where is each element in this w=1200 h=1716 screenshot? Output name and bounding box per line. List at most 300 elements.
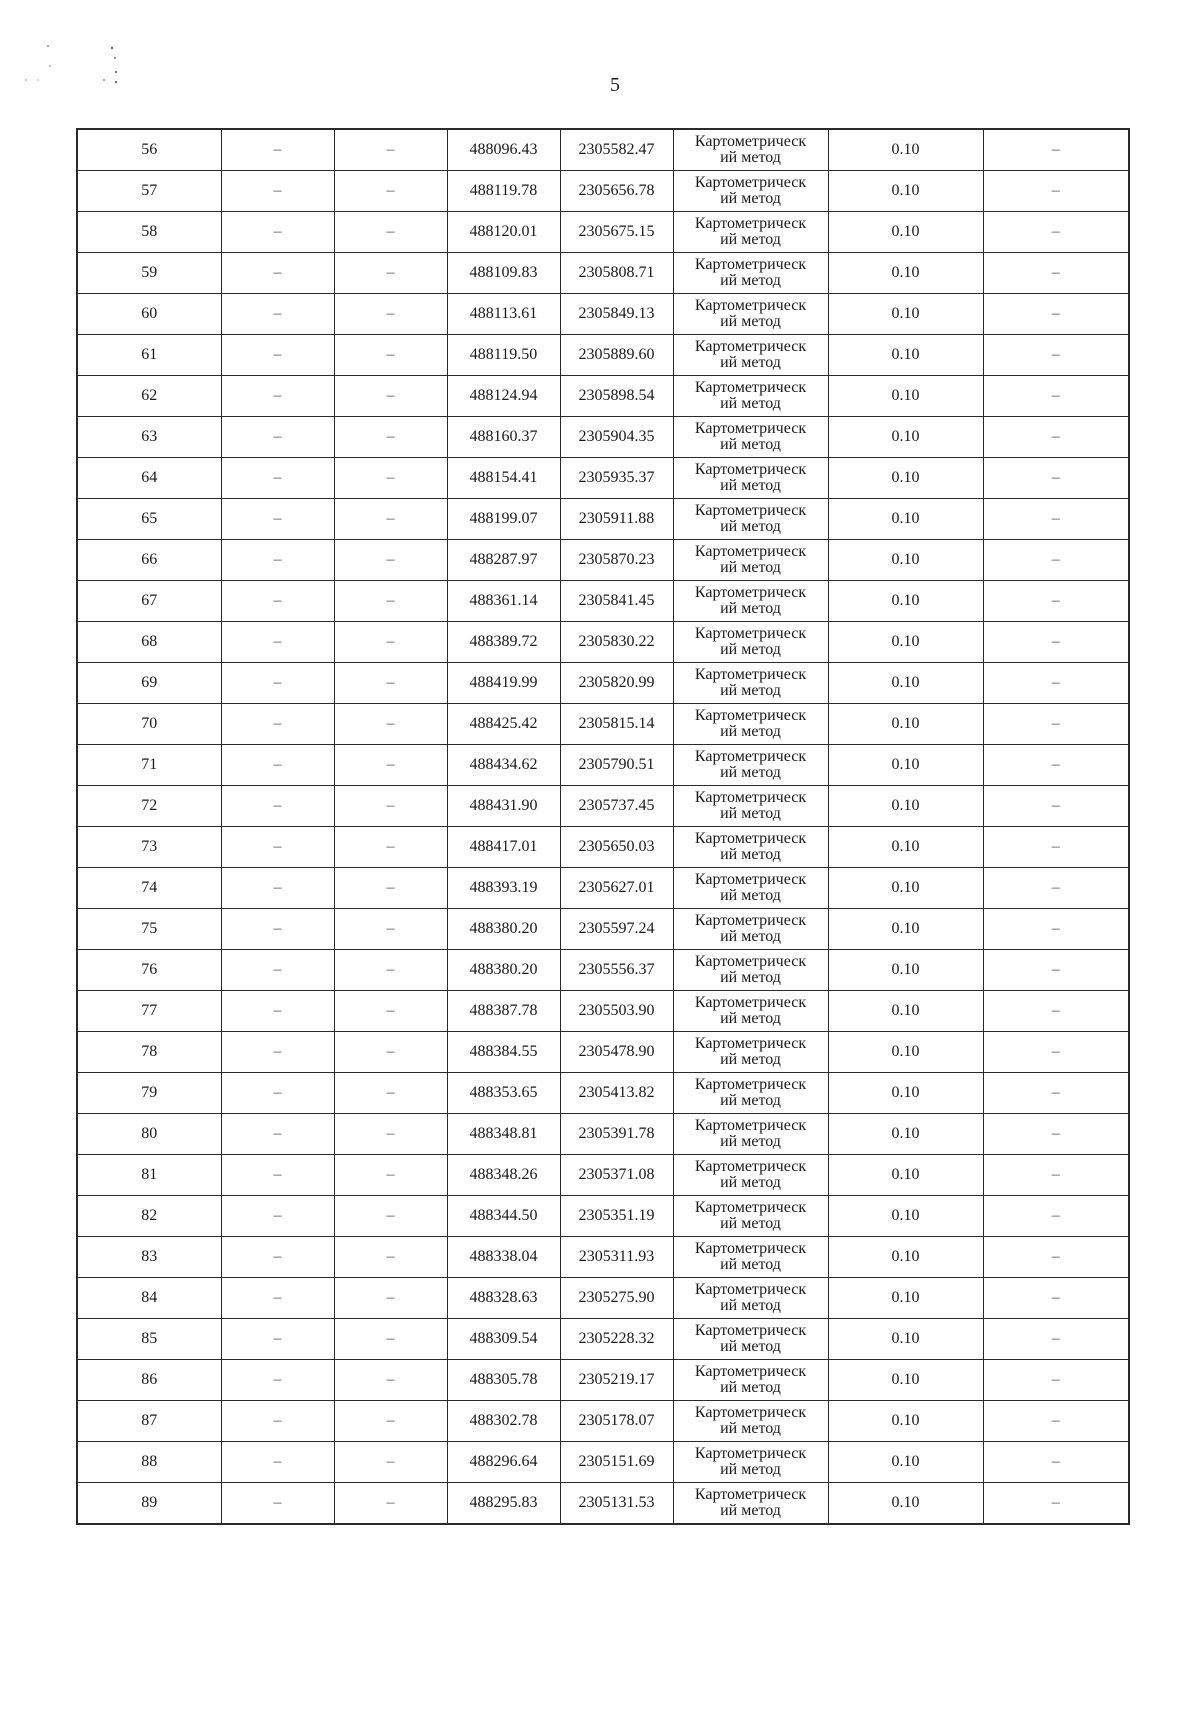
y-coordinate-cell: 2305151.69 bbox=[560, 1442, 673, 1483]
method-cell bbox=[673, 458, 828, 499]
y-coordinate-cell: 2305849.13 bbox=[560, 294, 673, 335]
column-3-cell: – bbox=[334, 827, 447, 868]
table-row bbox=[77, 540, 1129, 581]
x-coordinate-cell: 488338.04 bbox=[447, 1237, 560, 1278]
x-coordinate-cell: 488434.62 bbox=[447, 745, 560, 786]
x-coordinate-cell: 488124.94 bbox=[447, 376, 560, 417]
method-line: Картометрическ bbox=[694, 789, 807, 806]
column-3-cell: – bbox=[334, 1237, 447, 1278]
table-row bbox=[77, 1196, 1129, 1237]
precision-cell: 0.10 bbox=[828, 212, 983, 253]
y-coordinate-cell: 2305935.37 bbox=[560, 458, 673, 499]
y-coordinate-cell: 2305478.90 bbox=[560, 1032, 673, 1073]
point-number-cell: 88 bbox=[77, 1442, 221, 1483]
method-line: ий метод bbox=[720, 682, 781, 699]
method-line: Картометрическ bbox=[694, 379, 807, 396]
column-8-cell: – bbox=[983, 745, 1129, 786]
method-cell bbox=[673, 253, 828, 294]
column-8-cell: – bbox=[983, 622, 1129, 663]
method-cell bbox=[673, 745, 828, 786]
method-line: Картометрическ bbox=[694, 707, 807, 724]
method-cell bbox=[673, 1237, 828, 1278]
point-number-cell: 59 bbox=[77, 253, 221, 294]
method-line: Картометрическ bbox=[694, 1281, 807, 1298]
method-cell bbox=[673, 376, 828, 417]
column-3-cell: – bbox=[334, 1114, 447, 1155]
precision-cell: 0.10 bbox=[828, 1196, 983, 1237]
y-coordinate-cell: 2305228.32 bbox=[560, 1319, 673, 1360]
method-line: Картометрическ bbox=[694, 1486, 807, 1503]
column-3-cell: – bbox=[334, 581, 447, 622]
method-line: ий метод bbox=[720, 477, 781, 494]
y-coordinate-cell: 2305675.15 bbox=[560, 212, 673, 253]
x-coordinate-cell: 488328.63 bbox=[447, 1278, 560, 1319]
column-2-cell: – bbox=[221, 294, 334, 335]
y-coordinate-cell: 2305413.82 bbox=[560, 1073, 673, 1114]
method-line: Картометрическ bbox=[694, 1240, 807, 1257]
table-row bbox=[77, 1114, 1129, 1155]
table-row bbox=[77, 212, 1129, 253]
x-coordinate-cell: 488120.01 bbox=[447, 212, 560, 253]
point-number-cell: 79 bbox=[77, 1073, 221, 1114]
column-8-cell: – bbox=[983, 786, 1129, 827]
x-coordinate-cell: 488199.07 bbox=[447, 499, 560, 540]
column-8-cell: – bbox=[983, 1032, 1129, 1073]
method-line: Картометрическ bbox=[694, 133, 807, 150]
method-cell bbox=[673, 171, 828, 212]
column-2-cell: – bbox=[221, 663, 334, 704]
precision-cell: 0.10 bbox=[828, 581, 983, 622]
method-line: Картометрическ bbox=[694, 543, 807, 560]
y-coordinate-cell: 2305911.88 bbox=[560, 499, 673, 540]
table-row bbox=[77, 1442, 1129, 1483]
point-number-cell: 78 bbox=[77, 1032, 221, 1073]
point-number-cell: 68 bbox=[77, 622, 221, 663]
column-3-cell: – bbox=[334, 1155, 447, 1196]
method-cell bbox=[673, 786, 828, 827]
point-number-cell: 56 bbox=[77, 129, 221, 171]
table-row bbox=[77, 1319, 1129, 1360]
column-8-cell: – bbox=[983, 253, 1129, 294]
precision-cell: 0.10 bbox=[828, 294, 983, 335]
method-line: ий метод bbox=[720, 313, 781, 330]
method-line: ий метод bbox=[720, 518, 781, 535]
column-2-cell: – bbox=[221, 1401, 334, 1442]
x-coordinate-cell: 488113.61 bbox=[447, 294, 560, 335]
precision-cell: 0.10 bbox=[828, 991, 983, 1032]
precision-cell: 0.10 bbox=[828, 1032, 983, 1073]
table-row bbox=[77, 745, 1129, 786]
y-coordinate-cell: 2305889.60 bbox=[560, 335, 673, 376]
method-line: ий метод bbox=[720, 149, 781, 166]
column-8-cell: – bbox=[983, 663, 1129, 704]
method-line: ий метод bbox=[720, 1461, 781, 1478]
method-line: Картометрическ bbox=[694, 830, 807, 847]
method-cell bbox=[673, 950, 828, 991]
precision-cell: 0.10 bbox=[828, 499, 983, 540]
method-line: Картометрическ bbox=[694, 1117, 807, 1134]
method-line: Картометрическ bbox=[694, 1035, 807, 1052]
x-coordinate-cell: 488119.78 bbox=[447, 171, 560, 212]
method-line: ий метод bbox=[720, 764, 781, 781]
point-number-cell: 74 bbox=[77, 868, 221, 909]
point-number-cell: 77 bbox=[77, 991, 221, 1032]
column-3-cell: – bbox=[334, 991, 447, 1032]
precision-cell: 0.10 bbox=[828, 1442, 983, 1483]
method-cell bbox=[673, 540, 828, 581]
x-coordinate-cell: 488119.50 bbox=[447, 335, 560, 376]
precision-cell: 0.10 bbox=[828, 950, 983, 991]
column-8-cell: – bbox=[983, 1483, 1129, 1525]
y-coordinate-cell: 2305131.53 bbox=[560, 1483, 673, 1525]
point-number-cell: 62 bbox=[77, 376, 221, 417]
column-2-cell: – bbox=[221, 704, 334, 745]
method-line: Картометрическ bbox=[694, 1199, 807, 1216]
method-line: ий метод bbox=[720, 1420, 781, 1437]
method-cell bbox=[673, 663, 828, 704]
method-cell bbox=[673, 1319, 828, 1360]
precision-cell: 0.10 bbox=[828, 868, 983, 909]
x-coordinate-cell: 488348.26 bbox=[447, 1155, 560, 1196]
column-8-cell: – bbox=[983, 335, 1129, 376]
column-2-cell: – bbox=[221, 868, 334, 909]
table-row bbox=[77, 376, 1129, 417]
precision-cell: 0.10 bbox=[828, 1401, 983, 1442]
y-coordinate-cell: 2305582.47 bbox=[560, 129, 673, 171]
method-line: ий метод bbox=[720, 887, 781, 904]
method-line: Картометрическ bbox=[694, 912, 807, 929]
column-8-cell: – bbox=[983, 294, 1129, 335]
column-3-cell: – bbox=[334, 1401, 447, 1442]
y-coordinate-cell: 2305898.54 bbox=[560, 376, 673, 417]
method-cell bbox=[673, 1114, 828, 1155]
column-2-cell: – bbox=[221, 417, 334, 458]
method-line: Картометрическ bbox=[694, 1322, 807, 1339]
method-line: ий метод bbox=[720, 641, 781, 658]
column-3-cell: – bbox=[334, 335, 447, 376]
column-3-cell: – bbox=[334, 499, 447, 540]
column-3-cell: – bbox=[334, 458, 447, 499]
precision-cell: 0.10 bbox=[828, 129, 983, 171]
y-coordinate-cell: 2305656.78 bbox=[560, 171, 673, 212]
method-line: ий метод bbox=[720, 1379, 781, 1396]
column-2-cell: – bbox=[221, 1196, 334, 1237]
point-number-cell: 60 bbox=[77, 294, 221, 335]
x-coordinate-cell: 488348.81 bbox=[447, 1114, 560, 1155]
table-row bbox=[77, 129, 1129, 171]
column-2-cell: – bbox=[221, 1237, 334, 1278]
method-cell bbox=[673, 909, 828, 950]
method-line: ий метод bbox=[720, 969, 781, 986]
method-line: ий метод bbox=[720, 1338, 781, 1355]
method-line: ий метод bbox=[720, 805, 781, 822]
column-3-cell: – bbox=[334, 786, 447, 827]
column-8-cell: – bbox=[983, 417, 1129, 458]
y-coordinate-cell: 2305808.71 bbox=[560, 253, 673, 294]
method-cell bbox=[673, 1401, 828, 1442]
column-8-cell: – bbox=[983, 1196, 1129, 1237]
x-coordinate-cell: 488380.20 bbox=[447, 950, 560, 991]
method-cell bbox=[673, 1360, 828, 1401]
method-line: ий метод bbox=[720, 1010, 781, 1027]
table-row bbox=[77, 458, 1129, 499]
point-number-cell: 82 bbox=[77, 1196, 221, 1237]
method-line: ий метод bbox=[720, 1502, 781, 1519]
column-8-cell: – bbox=[983, 1155, 1129, 1196]
method-line: ий метод bbox=[720, 1215, 781, 1232]
table-row bbox=[77, 1278, 1129, 1319]
y-coordinate-cell: 2305351.19 bbox=[560, 1196, 673, 1237]
method-cell bbox=[673, 1073, 828, 1114]
column-2-cell: – bbox=[221, 581, 334, 622]
column-8-cell: – bbox=[983, 1237, 1129, 1278]
y-coordinate-cell: 2305597.24 bbox=[560, 909, 673, 950]
method-line: ий метод bbox=[720, 354, 781, 371]
method-cell bbox=[673, 1196, 828, 1237]
point-number-cell: 63 bbox=[77, 417, 221, 458]
column-3-cell: – bbox=[334, 1442, 447, 1483]
x-coordinate-cell: 488295.83 bbox=[447, 1483, 560, 1525]
column-3-cell: – bbox=[334, 909, 447, 950]
column-3-cell: – bbox=[334, 704, 447, 745]
y-coordinate-cell: 2305737.45 bbox=[560, 786, 673, 827]
method-cell bbox=[673, 1483, 828, 1525]
x-coordinate-cell: 488384.55 bbox=[447, 1032, 560, 1073]
table-body bbox=[77, 129, 1129, 1524]
column-3-cell: – bbox=[334, 253, 447, 294]
point-number-cell: 72 bbox=[77, 786, 221, 827]
method-line: ий метод bbox=[720, 1174, 781, 1191]
column-3-cell: – bbox=[334, 1483, 447, 1525]
x-coordinate-cell: 488361.14 bbox=[447, 581, 560, 622]
column-2-cell: – bbox=[221, 1278, 334, 1319]
table-row bbox=[77, 1237, 1129, 1278]
point-number-cell: 73 bbox=[77, 827, 221, 868]
x-coordinate-cell: 488431.90 bbox=[447, 786, 560, 827]
column-3-cell: – bbox=[334, 376, 447, 417]
table-row bbox=[77, 1155, 1129, 1196]
column-8-cell: – bbox=[983, 1360, 1129, 1401]
x-coordinate-cell: 488302.78 bbox=[447, 1401, 560, 1442]
column-2-cell: – bbox=[221, 499, 334, 540]
table-row bbox=[77, 622, 1129, 663]
y-coordinate-cell: 2305904.35 bbox=[560, 417, 673, 458]
point-number-cell: 75 bbox=[77, 909, 221, 950]
column-2-cell: – bbox=[221, 253, 334, 294]
column-2-cell: – bbox=[221, 335, 334, 376]
column-3-cell: – bbox=[334, 868, 447, 909]
column-2-cell: – bbox=[221, 458, 334, 499]
method-line: Картометрическ bbox=[694, 502, 807, 519]
table-row bbox=[77, 499, 1129, 540]
method-line: ий метод bbox=[720, 395, 781, 412]
precision-cell: 0.10 bbox=[828, 1237, 983, 1278]
method-line: ий метод bbox=[720, 190, 781, 207]
column-8-cell: – bbox=[983, 499, 1129, 540]
x-coordinate-cell: 488287.97 bbox=[447, 540, 560, 581]
method-cell bbox=[673, 1155, 828, 1196]
precision-cell: 0.10 bbox=[828, 1114, 983, 1155]
x-coordinate-cell: 488353.65 bbox=[447, 1073, 560, 1114]
x-coordinate-cell: 488296.64 bbox=[447, 1442, 560, 1483]
x-coordinate-cell: 488389.72 bbox=[447, 622, 560, 663]
method-line: Картометрическ bbox=[694, 1363, 807, 1380]
point-number-cell: 83 bbox=[77, 1237, 221, 1278]
y-coordinate-cell: 2305627.01 bbox=[560, 868, 673, 909]
method-cell bbox=[673, 1442, 828, 1483]
precision-cell: 0.10 bbox=[828, 417, 983, 458]
precision-cell: 0.10 bbox=[828, 1483, 983, 1525]
column-8-cell: – bbox=[983, 868, 1129, 909]
table-row bbox=[77, 171, 1129, 212]
method-line: Картометрическ bbox=[694, 748, 807, 765]
method-cell bbox=[673, 294, 828, 335]
method-line: ий метод bbox=[720, 1297, 781, 1314]
method-line: Картометрическ bbox=[694, 174, 807, 191]
column-3-cell: – bbox=[334, 129, 447, 171]
method-line: ий метод bbox=[720, 928, 781, 945]
column-3-cell: – bbox=[334, 1319, 447, 1360]
table-row bbox=[77, 704, 1129, 745]
point-number-cell: 69 bbox=[77, 663, 221, 704]
table-row bbox=[77, 1360, 1129, 1401]
point-number-cell: 64 bbox=[77, 458, 221, 499]
x-coordinate-cell: 488160.37 bbox=[447, 417, 560, 458]
x-coordinate-cell: 488425.42 bbox=[447, 704, 560, 745]
column-2-cell: – bbox=[221, 622, 334, 663]
x-coordinate-cell: 488380.20 bbox=[447, 909, 560, 950]
y-coordinate-cell: 2305556.37 bbox=[560, 950, 673, 991]
column-2-cell: – bbox=[221, 540, 334, 581]
point-number-cell: 66 bbox=[77, 540, 221, 581]
x-coordinate-cell: 488393.19 bbox=[447, 868, 560, 909]
method-line: ий метод bbox=[720, 723, 781, 740]
column-2-cell: – bbox=[221, 212, 334, 253]
table-row bbox=[77, 417, 1129, 458]
column-2-cell: – bbox=[221, 1319, 334, 1360]
column-2-cell: – bbox=[221, 1114, 334, 1155]
point-number-cell: 76 bbox=[77, 950, 221, 991]
column-8-cell: – bbox=[983, 1278, 1129, 1319]
method-line: ий метод bbox=[720, 1051, 781, 1068]
table-row bbox=[77, 991, 1129, 1032]
precision-cell: 0.10 bbox=[828, 663, 983, 704]
column-3-cell: – bbox=[334, 1360, 447, 1401]
method-line: Картометрическ bbox=[694, 1445, 807, 1462]
point-number-cell: 86 bbox=[77, 1360, 221, 1401]
column-2-cell: – bbox=[221, 950, 334, 991]
column-3-cell: – bbox=[334, 1073, 447, 1114]
method-line: Картометрическ bbox=[694, 420, 807, 437]
column-2-cell: – bbox=[221, 1073, 334, 1114]
method-cell bbox=[673, 622, 828, 663]
y-coordinate-cell: 2305503.90 bbox=[560, 991, 673, 1032]
table-row bbox=[77, 1483, 1129, 1525]
column-8-cell: – bbox=[983, 540, 1129, 581]
column-2-cell: – bbox=[221, 1442, 334, 1483]
method-line: ий метод bbox=[720, 600, 781, 617]
point-number-cell: 67 bbox=[77, 581, 221, 622]
column-3-cell: – bbox=[334, 1032, 447, 1073]
column-8-cell: – bbox=[983, 212, 1129, 253]
method-line: Картометрическ bbox=[694, 953, 807, 970]
point-number-cell: 61 bbox=[77, 335, 221, 376]
method-line: Картометрическ bbox=[694, 871, 807, 888]
column-8-cell: – bbox=[983, 376, 1129, 417]
coordinates-table bbox=[76, 128, 1130, 1525]
table-row bbox=[77, 253, 1129, 294]
column-8-cell: – bbox=[983, 581, 1129, 622]
column-2-cell: – bbox=[221, 827, 334, 868]
column-8-cell: – bbox=[983, 991, 1129, 1032]
point-number-cell: 65 bbox=[77, 499, 221, 540]
point-number-cell: 71 bbox=[77, 745, 221, 786]
column-3-cell: – bbox=[334, 540, 447, 581]
column-3-cell: – bbox=[334, 663, 447, 704]
method-cell bbox=[673, 499, 828, 540]
column-2-cell: – bbox=[221, 376, 334, 417]
method-line: ий метод bbox=[720, 1133, 781, 1150]
method-line: Картометрическ bbox=[694, 994, 807, 1011]
y-coordinate-cell: 2305311.93 bbox=[560, 1237, 673, 1278]
x-coordinate-cell: 488344.50 bbox=[447, 1196, 560, 1237]
column-3-cell: – bbox=[334, 1196, 447, 1237]
precision-cell: 0.10 bbox=[828, 704, 983, 745]
precision-cell: 0.10 bbox=[828, 745, 983, 786]
method-line: ий метод bbox=[720, 846, 781, 863]
table-row bbox=[77, 581, 1129, 622]
table-row bbox=[77, 663, 1129, 704]
column-8-cell: – bbox=[983, 1114, 1129, 1155]
column-8-cell: – bbox=[983, 1073, 1129, 1114]
method-cell bbox=[673, 1278, 828, 1319]
method-line: ий метод bbox=[720, 1092, 781, 1109]
x-coordinate-cell: 488305.78 bbox=[447, 1360, 560, 1401]
column-2-cell: – bbox=[221, 1155, 334, 1196]
column-2-cell: – bbox=[221, 1032, 334, 1073]
y-coordinate-cell: 2305870.23 bbox=[560, 540, 673, 581]
x-coordinate-cell: 488109.83 bbox=[447, 253, 560, 294]
y-coordinate-cell: 2305219.17 bbox=[560, 1360, 673, 1401]
y-coordinate-cell: 2305830.22 bbox=[560, 622, 673, 663]
method-cell bbox=[673, 417, 828, 458]
column-8-cell: – bbox=[983, 129, 1129, 171]
precision-cell: 0.10 bbox=[828, 335, 983, 376]
column-2-cell: – bbox=[221, 991, 334, 1032]
table-row bbox=[77, 294, 1129, 335]
precision-cell: 0.10 bbox=[828, 622, 983, 663]
method-line: Картометрическ bbox=[694, 297, 807, 314]
point-number-cell: 89 bbox=[77, 1483, 221, 1525]
method-cell bbox=[673, 335, 828, 376]
method-line: Картометрическ bbox=[694, 1076, 807, 1093]
x-coordinate-cell: 488419.99 bbox=[447, 663, 560, 704]
y-coordinate-cell: 2305815.14 bbox=[560, 704, 673, 745]
table-row bbox=[77, 786, 1129, 827]
column-3-cell: – bbox=[334, 417, 447, 458]
method-cell bbox=[673, 827, 828, 868]
table-row bbox=[77, 827, 1129, 868]
point-number-cell: 80 bbox=[77, 1114, 221, 1155]
column-3-cell: – bbox=[334, 745, 447, 786]
precision-cell: 0.10 bbox=[828, 253, 983, 294]
point-number-cell: 70 bbox=[77, 704, 221, 745]
column-2-cell: – bbox=[221, 129, 334, 171]
precision-cell: 0.10 bbox=[828, 827, 983, 868]
y-coordinate-cell: 2305275.90 bbox=[560, 1278, 673, 1319]
y-coordinate-cell: 2305391.78 bbox=[560, 1114, 673, 1155]
column-3-cell: – bbox=[334, 212, 447, 253]
